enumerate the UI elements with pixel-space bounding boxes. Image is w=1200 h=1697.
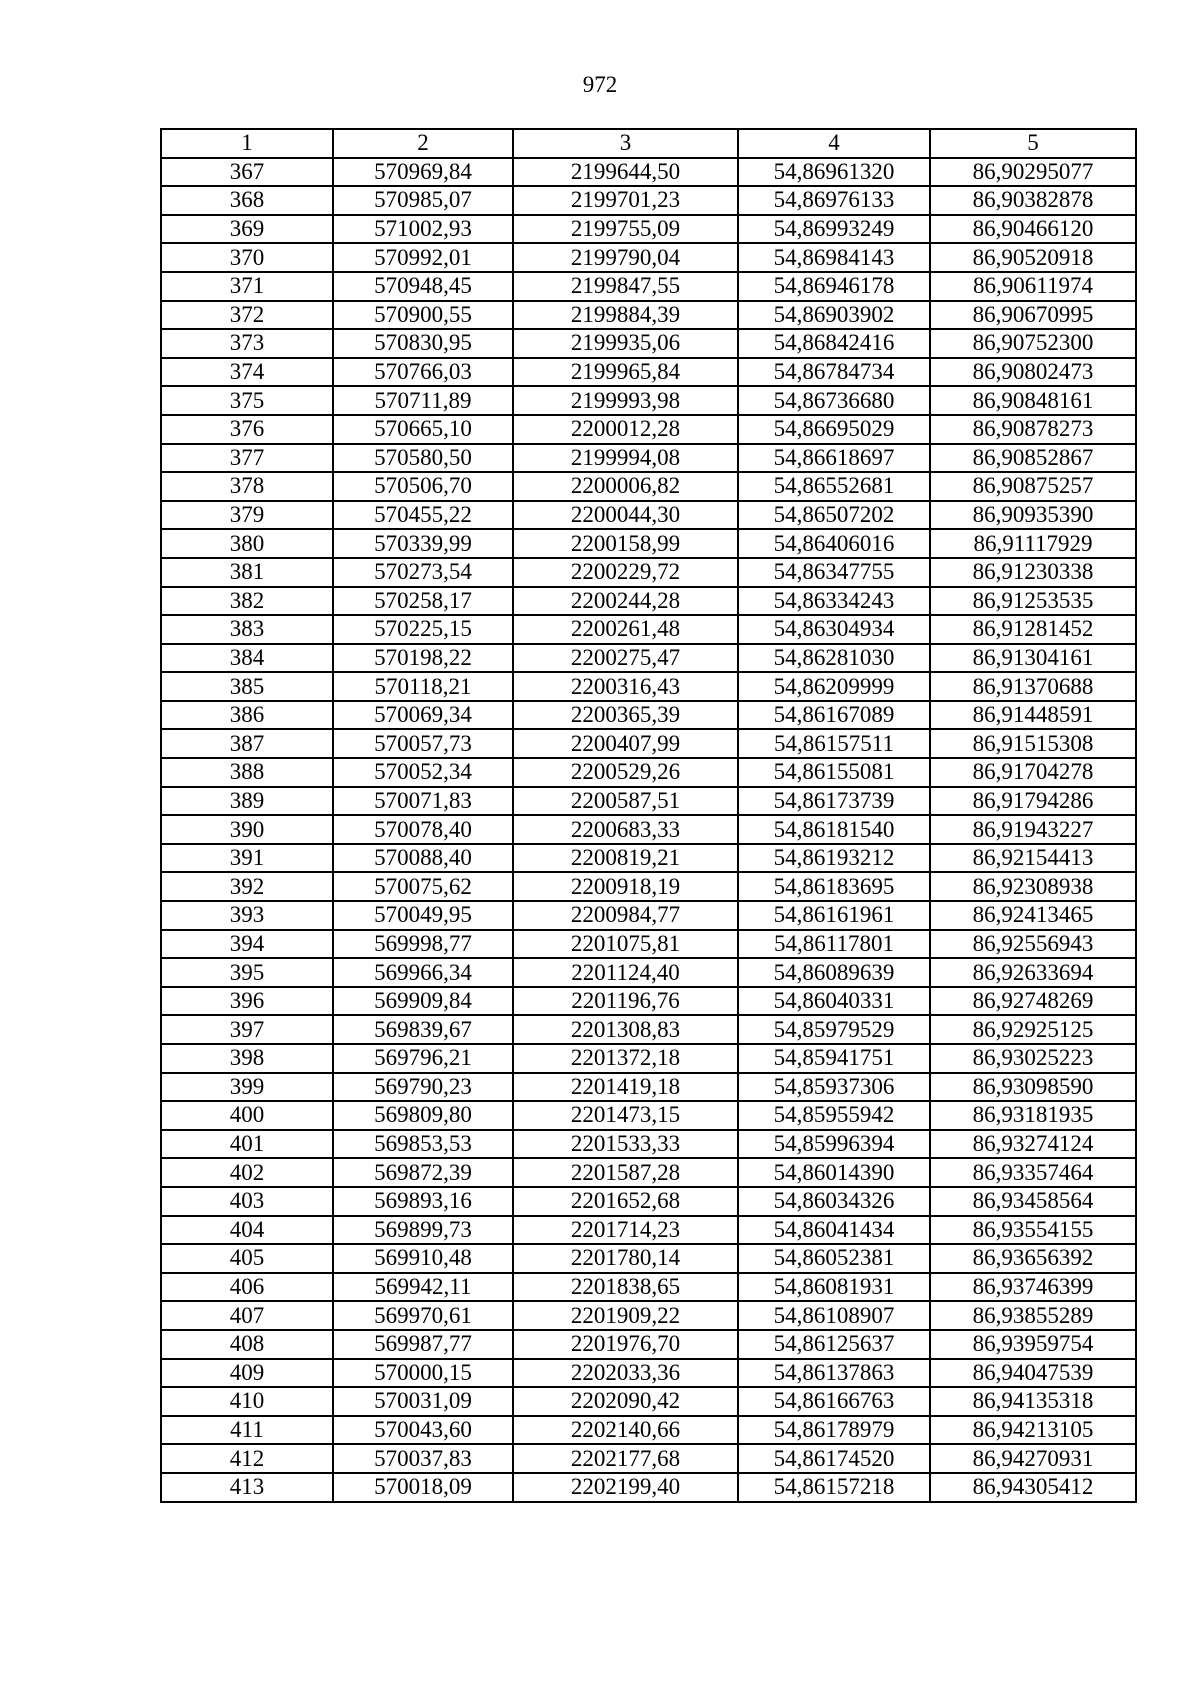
table-cell-col-3: 2199884,39 [513,301,738,330]
table-cell-col-2: 569942,11 [333,1273,513,1302]
table-cell-col-4: 54,85941751 [738,1044,930,1073]
table-cell-col-2: 570052,34 [333,758,513,787]
table-cell-col-4: 54,86117801 [738,930,930,959]
table-cell-col-4: 54,86993249 [738,215,930,244]
table-cell-col-1: 399 [161,1073,333,1102]
table-cell-col-5: 86,92633694 [930,958,1136,987]
table-cell-col-4: 54,86842416 [738,329,930,358]
table-cell-col-1: 393 [161,901,333,930]
table-cell-col-2: 570088,40 [333,844,513,873]
table-row [161,930,1136,959]
table-cell-col-2: 570043,60 [333,1416,513,1445]
table-cell-col-4: 54,86161961 [738,901,930,930]
table-cell-col-5: 86,91230338 [930,558,1136,587]
table-cell-col-5: 86,91515308 [930,729,1136,758]
table-cell-col-2: 569839,67 [333,1015,513,1044]
page-number: 972 [582,72,618,97]
table-cell-col-1: 383 [161,615,333,644]
table-cell-col-5: 86,93554155 [930,1216,1136,1245]
table-cell-col-4: 54,86946178 [738,272,930,301]
table-row [161,987,1136,1016]
table-cell-col-4: 54,86618697 [738,444,930,473]
table-cell-col-2: 570075,62 [333,872,513,901]
table-cell-col-5: 86,93025223 [930,1044,1136,1073]
table-row [161,1387,1136,1416]
table-cell-col-5: 86,90611974 [930,272,1136,301]
table-cell-col-5: 86,92925125 [930,1015,1136,1044]
table-cell-col-2: 570118,21 [333,672,513,701]
table-cell-col-1: 374 [161,358,333,387]
table-cell-col-4: 54,86961320 [738,158,930,187]
table-cell-col-2: 569796,21 [333,1044,513,1073]
table-cell-col-4: 54,86178979 [738,1416,930,1445]
table-cell-col-1: 404 [161,1216,333,1245]
table-cell-col-4: 54,86052381 [738,1244,930,1273]
table-cell-col-1: 376 [161,415,333,444]
table-cell-col-1: 389 [161,787,333,816]
table-row [161,1273,1136,1302]
table-cell-col-5: 86,93656392 [930,1244,1136,1273]
table-cell-col-1: 406 [161,1273,333,1302]
table-cell-col-5: 86,93098590 [930,1073,1136,1102]
table-row [161,186,1136,215]
table-cell-col-3: 2201308,83 [513,1015,738,1044]
table-cell-col-3: 2201419,18 [513,1073,738,1102]
table-cell-col-3: 2200587,51 [513,787,738,816]
table-row [161,1444,1136,1473]
table-row [161,1101,1136,1130]
table-cell-col-4: 54,86155081 [738,758,930,787]
table-cell-col-4: 54,86695029 [738,415,930,444]
table-cell-col-5: 86,90802473 [930,358,1136,387]
table-cell-col-1: 388 [161,758,333,787]
table-cell-col-1: 390 [161,815,333,844]
table-cell-col-1: 381 [161,558,333,587]
table-row [161,758,1136,787]
table-cell-col-3: 2201372,18 [513,1044,738,1073]
table-cell-col-3: 2199993,98 [513,386,738,415]
table-cell-col-5: 86,94047539 [930,1359,1136,1388]
table-cell-col-3: 2202199,40 [513,1473,738,1502]
table-row [161,644,1136,673]
table-cell-col-1: 386 [161,701,333,730]
table-cell-col-2: 571002,93 [333,215,513,244]
table-cell-col-3: 2199994,08 [513,444,738,473]
table-row [161,272,1136,301]
table-cell-col-2: 570948,45 [333,272,513,301]
table-row [161,415,1136,444]
table-cell-col-1: 403 [161,1187,333,1216]
table-row [161,1330,1136,1359]
table-row [161,587,1136,616]
table-cell-col-2: 570992,01 [333,243,513,272]
table-cell-col-3: 2201909,22 [513,1301,738,1330]
table-cell-col-1: 391 [161,844,333,873]
coordinates-table [160,128,1137,1503]
table-cell-col-5: 86,92308938 [930,872,1136,901]
table-cell-col-2: 570018,09 [333,1473,513,1502]
table-cell-col-3: 2200407,99 [513,729,738,758]
table-cell-col-1: 411 [161,1416,333,1445]
table-cell-col-2: 570078,40 [333,815,513,844]
table-row [161,729,1136,758]
table-cell-col-1: 392 [161,872,333,901]
table-cell-col-1: 400 [161,1101,333,1130]
table-cell-col-3: 2201714,23 [513,1216,738,1245]
table-header-row [161,129,1136,158]
table-cell-col-4: 54,86089639 [738,958,930,987]
table-cell-col-3: 2199847,55 [513,272,738,301]
table-cell-col-3: 2200261,48 [513,615,738,644]
table-cell-col-2: 570969,84 [333,158,513,187]
table-cell-col-3: 2200918,19 [513,872,738,901]
table-cell-col-2: 569790,23 [333,1073,513,1102]
table-cell-col-3: 2199790,04 [513,243,738,272]
table-cell-col-5: 86,90752300 [930,329,1136,358]
table-cell-col-5: 86,90935390 [930,501,1136,530]
table-cell-col-5: 86,93959754 [930,1330,1136,1359]
table-cell-col-4: 54,85937306 [738,1073,930,1102]
table-cell-col-3: 2200316,43 [513,672,738,701]
table-cell-col-3: 2201780,14 [513,1244,738,1273]
table-cell-col-3: 2200044,30 [513,501,738,530]
table-cell-col-2: 570049,95 [333,901,513,930]
table-cell-col-3: 2199965,84 [513,358,738,387]
table-row [161,1158,1136,1187]
table-cell-col-4: 54,86137863 [738,1359,930,1388]
table-cell-col-5: 86,91943227 [930,815,1136,844]
table-cell-col-2: 570900,55 [333,301,513,330]
table-cell-col-1: 369 [161,215,333,244]
table-cell-col-1: 394 [161,930,333,959]
table-cell-col-1: 371 [161,272,333,301]
table-cell-col-1: 396 [161,987,333,1016]
table-cell-col-4: 54,86784734 [738,358,930,387]
table-cell-col-5: 86,91448591 [930,701,1136,730]
table-cell-col-5: 86,94270931 [930,1444,1136,1473]
table-cell-col-2: 570273,54 [333,558,513,587]
table-cell-col-1: 409 [161,1359,333,1388]
table-cell-col-4: 54,86976133 [738,186,930,215]
table-cell-col-1: 405 [161,1244,333,1273]
table-body [161,158,1136,1502]
table-row [161,158,1136,187]
table-cell-col-3: 2201976,70 [513,1330,738,1359]
table-cell-col-2: 570031,09 [333,1387,513,1416]
table-cell-col-3: 2201473,15 [513,1101,738,1130]
table-row [161,472,1136,501]
table-cell-col-5: 86,91304161 [930,644,1136,673]
table-cell-col-3: 2201124,40 [513,958,738,987]
table-cell-col-1: 397 [161,1015,333,1044]
table-cell-col-3: 2199935,06 [513,329,738,358]
table-row [161,215,1136,244]
table-cell-col-4: 54,86041434 [738,1216,930,1245]
table-cell-col-5: 86,90382878 [930,186,1136,215]
table-cell-col-2: 570455,22 [333,501,513,530]
table-cell-col-3: 2200365,39 [513,701,738,730]
table-cell-col-4: 54,86081931 [738,1273,930,1302]
table-row [161,1044,1136,1073]
table-cell-col-4: 54,86181540 [738,815,930,844]
table-cell-col-2: 570198,22 [333,644,513,673]
table-cell-col-4: 54,86157511 [738,729,930,758]
table-cell-col-3: 2199701,23 [513,186,738,215]
table-cell-col-3: 2201196,76 [513,987,738,1016]
table-cell-col-5: 86,90878273 [930,415,1136,444]
table-cell-col-5: 86,93746399 [930,1273,1136,1302]
table-row [161,358,1136,387]
table-cell-col-1: 387 [161,729,333,758]
table-cell-col-5: 86,92413465 [930,901,1136,930]
table-cell-col-1: 367 [161,158,333,187]
table-cell-col-5: 86,91281452 [930,615,1136,644]
table-cell-col-1: 373 [161,329,333,358]
table-row [161,1416,1136,1445]
table-cell-col-3: 2200819,21 [513,844,738,873]
table-cell-col-2: 570258,17 [333,587,513,616]
table-cell-col-5: 86,91117929 [930,529,1136,558]
table-cell-col-5: 86,90848161 [930,386,1136,415]
table-cell-col-2: 570225,15 [333,615,513,644]
table-cell-col-2: 569910,48 [333,1244,513,1273]
table-cell-col-5: 86,94135318 [930,1387,1136,1416]
table-row [161,901,1136,930]
table-cell-col-3: 2200012,28 [513,415,738,444]
table-cell-col-5: 86,90466120 [930,215,1136,244]
table-cell-col-4: 54,86034326 [738,1187,930,1216]
table-cell-col-3: 2200158,99 [513,529,738,558]
table-cell-col-1: 380 [161,529,333,558]
table-cell-col-2: 570711,89 [333,386,513,415]
table-cell-col-2: 570766,03 [333,358,513,387]
table-cell-col-2: 569909,84 [333,987,513,1016]
table-cell-col-1: 401 [161,1130,333,1159]
table-row [161,501,1136,530]
table-row [161,958,1136,987]
table-cell-col-1: 410 [161,1387,333,1416]
table-row [161,1244,1136,1273]
table-cell-col-4: 54,86984143 [738,243,930,272]
table-cell-col-3: 2200244,28 [513,587,738,616]
table-row [161,701,1136,730]
table-cell-col-4: 54,86209999 [738,672,930,701]
table-cell-col-1: 372 [161,301,333,330]
table-cell-col-4: 54,86193212 [738,844,930,873]
table-cell-col-3: 2199755,09 [513,215,738,244]
table-cell-col-4: 54,86014390 [738,1158,930,1187]
table-cell-col-3: 2202140,66 [513,1416,738,1445]
table-cell-col-1: 378 [161,472,333,501]
table-cell-col-5: 86,93274124 [930,1130,1136,1159]
table-cell-col-5: 86,91370688 [930,672,1136,701]
table-cell-col-3: 2201533,33 [513,1130,738,1159]
table-cell-col-1: 379 [161,501,333,530]
table-cell-col-1: 413 [161,1473,333,1502]
table-cell-col-1: 395 [161,958,333,987]
table-cell-col-2: 569872,39 [333,1158,513,1187]
table-cell-col-4: 54,85979529 [738,1015,930,1044]
table-cell-col-5: 86,94213105 [930,1416,1136,1445]
table-cell-col-5: 86,93357464 [930,1158,1136,1187]
table-row [161,872,1136,901]
table-row [161,386,1136,415]
table-cell-col-2: 570506,70 [333,472,513,501]
table-cell-col-2: 569998,77 [333,930,513,959]
table-cell-col-4: 54,86903902 [738,301,930,330]
column-header-5: 5 [930,129,1136,158]
table-cell-col-4: 54,86174520 [738,1444,930,1473]
table-row [161,1073,1136,1102]
table-row [161,1301,1136,1330]
table-cell-col-4: 54,86125637 [738,1330,930,1359]
table-row [161,615,1136,644]
table-cell-col-3: 2199644,50 [513,158,738,187]
table-cell-col-2: 570037,83 [333,1444,513,1473]
table-cell-col-4: 54,86507202 [738,501,930,530]
table-cell-col-1: 377 [161,444,333,473]
table-cell-col-4: 54,86552681 [738,472,930,501]
table-cell-col-2: 569899,73 [333,1216,513,1245]
table-cell-col-4: 54,86166763 [738,1387,930,1416]
table-cell-col-3: 2200984,77 [513,901,738,930]
table-cell-col-5: 86,90520918 [930,243,1136,272]
table-cell-col-4: 54,85955942 [738,1101,930,1130]
table-cell-col-1: 402 [161,1158,333,1187]
table-cell-col-2: 570985,07 [333,186,513,215]
table-cell-col-3: 2200529,26 [513,758,738,787]
table-cell-col-2: 569970,61 [333,1301,513,1330]
table-cell-col-3: 2200006,82 [513,472,738,501]
table-row [161,558,1136,587]
table-cell-col-3: 2200275,47 [513,644,738,673]
table-cell-col-3: 2200683,33 [513,815,738,844]
table-cell-col-4: 54,86347755 [738,558,930,587]
table-row [161,787,1136,816]
table-cell-col-5: 86,92154413 [930,844,1136,873]
table-cell-col-5: 86,91253535 [930,587,1136,616]
table-cell-col-4: 54,86183695 [738,872,930,901]
table-row [161,1130,1136,1159]
table-cell-col-1: 408 [161,1330,333,1359]
table-cell-col-4: 54,86040331 [738,987,930,1016]
table-row [161,1015,1136,1044]
column-header-3: 3 [513,129,738,158]
table-cell-col-2: 570580,50 [333,444,513,473]
table-cell-col-3: 2201652,68 [513,1187,738,1216]
table-cell-col-5: 86,93458564 [930,1187,1136,1216]
table-cell-col-1: 385 [161,672,333,701]
table-cell-col-2: 570665,10 [333,415,513,444]
table-cell-col-2: 569853,53 [333,1130,513,1159]
table-row [161,1216,1136,1245]
table-cell-col-3: 2201838,65 [513,1273,738,1302]
table-cell-col-1: 412 [161,1444,333,1473]
table-cell-col-1: 398 [161,1044,333,1073]
table-cell-col-3: 2202033,36 [513,1359,738,1388]
table-cell-col-5: 86,90670995 [930,301,1136,330]
table-cell-col-4: 54,86406016 [738,529,930,558]
table-cell-col-1: 368 [161,186,333,215]
table-row [161,444,1136,473]
table-cell-col-3: 2200229,72 [513,558,738,587]
table-cell-col-5: 86,91704278 [930,758,1136,787]
table-row [161,1359,1136,1388]
table-cell-col-1: 384 [161,644,333,673]
column-header-1: 1 [161,129,333,158]
table-row [161,1473,1136,1502]
column-header-2: 2 [333,129,513,158]
table-cell-col-5: 86,91794286 [930,787,1136,816]
table-cell-col-2: 569809,80 [333,1101,513,1130]
table-cell-col-2: 570071,83 [333,787,513,816]
table-cell-col-2: 570057,73 [333,729,513,758]
table-cell-col-4: 54,86157218 [738,1473,930,1502]
table-cell-col-5: 86,93855289 [930,1301,1136,1330]
table-cell-col-4: 54,86304934 [738,615,930,644]
table-cell-col-3: 2201587,28 [513,1158,738,1187]
table-row [161,243,1136,272]
table-row [161,672,1136,701]
table-cell-col-5: 86,92748269 [930,987,1136,1016]
table-cell-col-4: 54,86281030 [738,644,930,673]
table-cell-col-2: 570339,99 [333,529,513,558]
table-cell-col-3: 2201075,81 [513,930,738,959]
table-cell-col-5: 86,90852867 [930,444,1136,473]
table-cell-col-4: 54,86334243 [738,587,930,616]
table-cell-col-4: 54,86167089 [738,701,930,730]
table-row [161,329,1136,358]
table-cell-col-4: 54,86173739 [738,787,930,816]
table-cell-col-1: 407 [161,1301,333,1330]
table-cell-col-5: 86,90875257 [930,472,1136,501]
table-row [161,815,1136,844]
table-cell-col-3: 2202177,68 [513,1444,738,1473]
table-cell-col-2: 570830,95 [333,329,513,358]
table-cell-col-5: 86,93181935 [930,1101,1136,1130]
table-cell-col-5: 86,90295077 [930,158,1136,187]
table-row [161,529,1136,558]
table-cell-col-2: 569987,77 [333,1330,513,1359]
table-row [161,844,1136,873]
table-cell-col-4: 54,86736680 [738,386,930,415]
table-row [161,301,1136,330]
table-cell-col-5: 86,92556943 [930,930,1136,959]
table-cell-col-2: 570000,15 [333,1359,513,1388]
table-cell-col-3: 2202090,42 [513,1387,738,1416]
table-cell-col-2: 570069,34 [333,701,513,730]
table-cell-col-1: 382 [161,587,333,616]
table-cell-col-5: 86,94305412 [930,1473,1136,1502]
table-cell-col-1: 370 [161,243,333,272]
table-cell-col-2: 569893,16 [333,1187,513,1216]
table-row [161,1187,1136,1216]
table-cell-col-4: 54,85996394 [738,1130,930,1159]
column-header-4: 4 [738,129,930,158]
table-cell-col-2: 569966,34 [333,958,513,987]
table-cell-col-1: 375 [161,386,333,415]
table-cell-col-4: 54,86108907 [738,1301,930,1330]
